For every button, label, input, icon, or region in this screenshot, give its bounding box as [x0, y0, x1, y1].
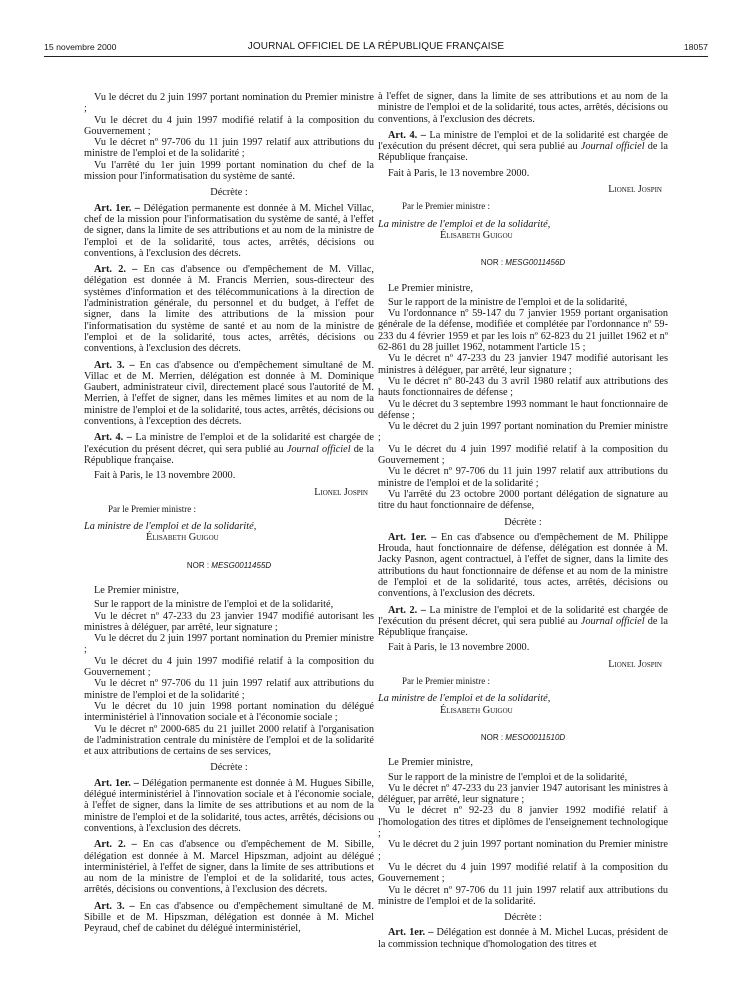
- visa: Vu le décret nº 47-233 du 23 janvier 1947 modifié autorisant les ministres à déléguer, par arrêté, leur signature ;: [378, 353, 668, 376]
- signatory: Lionel Jospin: [608, 184, 662, 196]
- visa: Vu le décret nº 2000-685 du 21 juillet 2000 relatif à l'organisation de l'administration centrale du ministère de l'emploi et de la solidarité et aux attributions de certains de ses services,: [84, 723, 374, 758]
- visa: Sur le rapport de la ministre de l'emploi et de la solidarité,: [388, 296, 628, 308]
- signatory: Lionel Jospin: [608, 658, 662, 670]
- article: [84, 264, 374, 354]
- article-text: Délégation permanente est donnée à M. Michel Villac, chef de la mission pour l'informatisation du système de santé, à l'effet de signer, dans la limite de ses attributions et au nom de la ministre de l'emploi et de la solidarité, tous actes, arrêtés, décisions ou conventions, à l'exclusion des décrets.: [84, 202, 374, 259]
- nor-reference: [84, 560, 374, 571]
- article: [378, 927, 668, 950]
- decrete-heading: Décrète :: [210, 187, 248, 199]
- left-column: [84, 92, 374, 935]
- header-date: 15 novembre 2000: [44, 42, 117, 52]
- nor-code: MESG0011456D: [505, 258, 566, 268]
- visa: Vu le décret nº 97-706 du 11 juin 1997 relatif aux attributions du ministre de l'emploi et de la solidarité ;: [84, 678, 374, 701]
- nor-label: NOR :: [480, 258, 504, 268]
- ministre-title: La ministre de l'emploi et de la solidarité,: [378, 693, 551, 705]
- visa: Vu le décret du 10 juin 1998 portant nomination du délégué interministériel à l'innovation sociale et à l'économie sociale ;: [84, 700, 374, 724]
- journal-title: JOURNAL OFFICIEL DE LA RÉPUBLIQUE FRANÇAISE: [247, 41, 505, 52]
- fait-a-paris: Fait à Paris, le 13 novembre 2000.: [388, 642, 530, 654]
- header-rule: [44, 56, 708, 57]
- fait-a-paris: Fait à Paris, le 13 novembre 2000.: [94, 470, 236, 482]
- article-label: Art. 1er. –: [94, 202, 140, 214]
- nor-code: MESG0011455D: [211, 560, 272, 570]
- journal-officiel-ref: Journal officiel: [580, 141, 645, 153]
- article-text: La ministre de l'emploi et de la solidarité est chargée de l'exécution du présent décret, qui sera publié au: [84, 432, 375, 455]
- article-text: En cas d'absence ou d'empêchement de M. Villac, délégation est donnée à M. Francis Merrien, sous-directeur des systèmes d'information et des télécommunications à la direction de l'administration générale, du personnel et du budget, à l'effet de signer, dans la limite des attributions de la mission pour l'informatisation du système de santé et au nom de la ministre de l'emploi et de la solidarité, tous actes, arrêtés, décisions ou conventions, à l'exclusion des décrets.: [84, 264, 374, 355]
- article-label: Art. 2. –: [388, 604, 426, 616]
- par-premier-ministre: Par le Premier ministre :: [402, 201, 490, 212]
- premier-ministre: Le Premier ministre,: [94, 584, 179, 596]
- nor-label: NOR :: [480, 732, 504, 742]
- article-text: Délégation permanente est donnée à M. Hugues Sibille, délégué interministériel à l'innovation sociale et à l'économie sociale, à l'effet de signer, dans la limite de ses attributions et au nom de la ministre de l'emploi et de la solidarité, tous actes, arrêtés, décisions ou conventions, à l'exclusion des décrets.: [84, 777, 374, 834]
- visa: Vu le décret nº 47-233 du 23 janvier 1947 autorisant les ministres à déléguer, par arrêté, leur signature ;: [378, 782, 668, 806]
- article-label: Art. 1er. –: [388, 531, 437, 543]
- page-number: 18057: [683, 42, 708, 52]
- fait-a-paris: Fait à Paris, le 13 novembre 2000.: [388, 167, 530, 179]
- visa: Vu le décret nº 80-243 du 3 avril 1980 relatif aux attributions des hauts fonctionnaires de défense ;: [378, 375, 668, 399]
- article: [84, 203, 374, 259]
- article: [378, 130, 668, 164]
- ministre-title: La ministre de l'emploi et de la solidarité,: [378, 218, 551, 230]
- article-text: La ministre de l'emploi et de la solidarité est chargée de l'exécution du présent décret, qui sera publié au: [378, 129, 669, 153]
- article: [378, 605, 668, 639]
- visa: Vu le décret du 2 juin 1997 portant nomination du Premier ministre ;: [378, 421, 668, 444]
- ministre-name: Élisabeth Guigou: [440, 704, 513, 716]
- right-column: [378, 91, 668, 950]
- premier-ministre: Le Premier ministre,: [388, 757, 473, 769]
- visa: Vu le décret nº 97-706 du 11 juin 1997 relatif aux attributions du ministre de l'emploi et de la solidarité ;: [84, 137, 374, 160]
- nor-label: NOR :: [186, 560, 210, 570]
- visa: Vu l'arrêté du 1er juin 1999 portant nomination du chef de la mission pour l'informatisation du système de santé.: [84, 159, 374, 183]
- journal-officiel-ref: Journal officiel: [286, 443, 351, 455]
- article-text: En cas d'absence ou d'empêchement de M. Sibille, délégation est donnée à M. Marcel Hipszman, adjoint au délégué interministériel, à l'effet de signer, dans la limite de ses attributions et au nom de la ministre de l'emploi et de la solidarité, tous actes, arrêtés, décisions ou conventions, à l'exclusion des décrets.: [84, 839, 375, 896]
- visa: Vu le décret du 3 septembre 1993 nommant le haut fonctionnaire de défense ;: [378, 398, 668, 421]
- article-label: Art. 2. –: [94, 264, 138, 276]
- article-text: En cas d'absence ou d'empêchement simultané de M. Villac et de M. Merrien, délégation est donnée à M. Dominique Gaubert, administrateur civil, directement placé sous l'autorité de M. Merrien, à l'effet de signer, dans les mêmes limites et au nom de la ministre de l'emploi et de la solidarité, tous actes, arrêtés, décisions ou conventions, à l'exception des décrets.: [84, 359, 375, 428]
- article-text: En cas d'absence ou d'empêchement de M. Philippe Hrouda, haut fonctionnaire de défense, délégation est donnée à M. Jacky Pasnon, agent contractuel, à l'effet de signer, dans la limite des attributions du haut fonctionnaire de défense et au nom de la ministre de l'emploi et de la solidarité, tous actes, arrêtés, décisions ou conventions, à l'exclusion des décrets.: [378, 531, 668, 600]
- article-label: Art. 1er. –: [94, 777, 139, 789]
- visa: Vu le décret du 4 juin 1997 modifié relatif à la composition du Gouvernement ;: [84, 655, 374, 679]
- article-text: de la République française.: [84, 443, 374, 466]
- visa: Vu le décret du 2 juin 1997 portant nomination du Premier ministre ;: [378, 839, 668, 862]
- article-label: Art. 2. –: [94, 839, 137, 851]
- decrete-heading: Décrète :: [504, 912, 542, 924]
- visa: Vu le décret nº 47-233 du 23 janvier 1947 modifié autorisant les ministres à déléguer, par arrêté, leur signature ;: [84, 610, 374, 633]
- article: [84, 432, 374, 466]
- article: [84, 778, 374, 834]
- nor-reference: [378, 732, 668, 743]
- ministre-name: Élisabeth Guigou: [440, 229, 513, 241]
- article-label: Art. 3. –: [94, 359, 135, 371]
- article-label: Art. 4. –: [94, 432, 132, 444]
- visa: Vu le décret nº 97-706 du 11 juin 1997 relatif aux attributions du ministre de l'emploi et de la solidarité.: [378, 884, 668, 907]
- visa: Vu l'arrêté du 23 octobre 2000 portant délégation de signature au titre du haut fonctionnaire de défense,: [378, 488, 668, 512]
- decrete-heading: Décrète :: [504, 516, 542, 528]
- page-header: [44, 40, 708, 56]
- article-text: de la République française.: [378, 615, 668, 639]
- par-premier-ministre: Par le Premier ministre :: [108, 503, 196, 514]
- article-text: Délégation est donnée à M. Michel Lucas, président de la commission technique d'homologation des titres et: [378, 927, 668, 950]
- visa: Sur le rapport de la ministre de l'emploi et de la solidarité,: [388, 771, 628, 783]
- visa: Vu le décret nº 92-23 du 8 janvier 1992 modifié relatif à l'homologation des titres et diplômes de l'enseignement technologique ;: [378, 805, 668, 840]
- ministre-title: La ministre de l'emploi et de la solidarité,: [84, 521, 257, 533]
- visa: Vu le décret nº 97-706 du 11 juin 1997 relatif aux attributions du ministre de l'emploi et de la solidarité ;: [378, 466, 668, 489]
- nor-code: MESO0011510D: [505, 732, 566, 742]
- visa: Vu le décret du 4 juin 1997 modifié relatif à la composition du Gouvernement ;: [84, 114, 374, 137]
- ministre-name: Élisabeth Guigou: [146, 532, 219, 544]
- premier-ministre: Le Premier ministre,: [388, 282, 473, 294]
- par-premier-ministre: Par le Premier ministre :: [402, 676, 490, 687]
- article-label: Art. 4. –: [388, 129, 426, 141]
- visa: Sur le rapport de la ministre de l'emploi et de la solidarité,: [94, 599, 334, 611]
- visa: Vu le décret du 4 juin 1997 modifié relatif à la composition du Gouvernement ;: [378, 443, 668, 467]
- article-continuation: à l'effet de signer, dans la limite de ses attributions et au nom de la ministre de l'emploi et de la solidarité, tous actes, arrêtés, décisions ou conventions, à l'exclusion des décrets.: [378, 91, 668, 125]
- article: [378, 532, 668, 600]
- visa: Vu l'ordonnance nº 59-147 du 7 janvier 1959 portant organisation générale de la défense, modifiée et complétée par l'ordonnance nº 59-233 du 4 février 1959 et par les lois nº 62-823 du 21 juillet 1962 et nº 62-861 du 28 juillet 1962, notamment l'article 15 ;: [378, 308, 668, 354]
- signatory: Lionel Jospin: [314, 486, 368, 498]
- visa: Vu le décret du 4 juin 1997 modifié relatif à la composition du Gouvernement ;: [378, 861, 668, 885]
- decrete-heading: Décrète :: [210, 762, 248, 774]
- article-label: Art. 3. –: [94, 900, 135, 912]
- article: [84, 901, 374, 935]
- article: [84, 839, 374, 895]
- visa: Vu le décret du 2 juin 1997 portant nomination du Premier ministre ;: [84, 633, 374, 656]
- nor-reference: [378, 257, 668, 268]
- article-label: Art. 1er. –: [388, 927, 434, 939]
- article: [84, 360, 374, 428]
- journal-officiel-ref: Journal officiel: [580, 615, 645, 627]
- article-text: La ministre de l'emploi et de la solidarité est chargée de l'exécution du présent décret, qui sera publié au: [378, 604, 669, 627]
- article-text: de la République française.: [378, 141, 668, 164]
- visa: Vu le décret du 2 juin 1997 portant nomination du Premier ministre ;: [84, 92, 374, 115]
- article-text: En cas d'absence ou d'empêchement simultané de M. Sibille et de M. Hipszman, délégation est donnée à M. Michel Peyraud, chef de cabinet du délégué interministériel,: [84, 900, 375, 935]
